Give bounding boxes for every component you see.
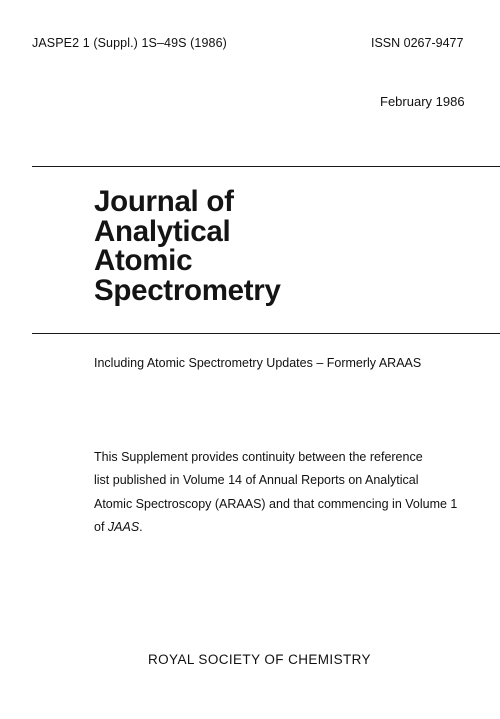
title-line-1: Journal of [94,185,234,218]
bottom-divider [32,333,500,334]
subtitle: Including Atomic Spectrometry Updates – Formerly ARAAS [94,356,422,370]
title-line-3: Atomic [94,244,193,277]
description-line-3: Atomic Spectroscopy (ARAAS) and that commencing in Volume 1 [94,496,458,511]
journal-title [94,187,281,305]
issue-date: February 1986 [380,94,465,109]
description-line-4 [94,516,474,539]
description-line-4-prefix: of [94,519,108,534]
issn-number: ISSN 0267-9477 [371,36,464,50]
title-line-2: Analytical [94,214,231,248]
journal-code: JASPE2 1 (Suppl.) 1S–49S (1986) [32,36,227,50]
title-line-4: Spectrometry [94,273,281,307]
top-divider [32,166,500,167]
supplement-description [94,446,474,539]
description-line-1: This Supplement provides continuity between the reference [94,450,423,464]
publisher-name: ROYAL SOCIETY OF CHEMISTRY [148,652,371,667]
description-line-2: list published in Volume 14 of Annual Reports on Analytical [94,473,419,488]
jaas-abbreviation: JAAS [107,519,140,534]
description-line-4-suffix: . [139,519,143,534]
